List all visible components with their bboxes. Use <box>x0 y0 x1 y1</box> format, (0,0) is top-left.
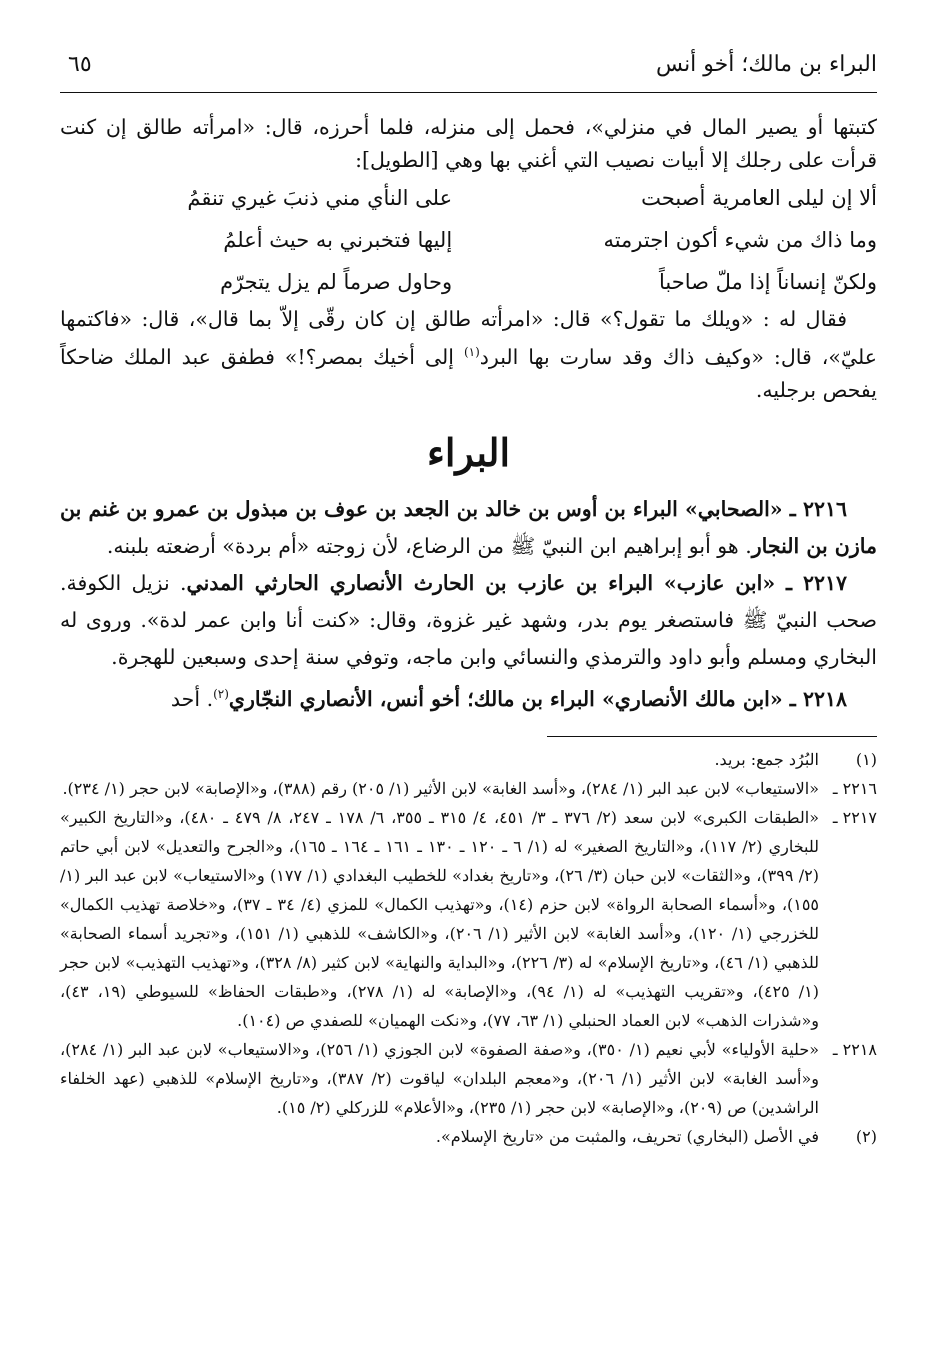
footnote <box>60 1035 877 1122</box>
footnote <box>60 745 877 774</box>
entry-heading: ٢٢١٦ ـ «الصحابي» البراء بن أوس بن خالد بن الجعد بن عوف بن مبذول بن عمرو بن غنم بن مازن بن النجار <box>60 496 877 558</box>
footnote-ref-1: (١) <box>463 345 480 359</box>
verse-line <box>60 177 877 219</box>
intro-paragraph: كتبتها أو يصير المال في منزلي»، فحمل إلى منزله، فلما أحرزه، قال: «امرأته طالق إن كنت قرأت على رجلك إلا أبيات نصيب التي أغني بها وهي [الطويل]: <box>60 115 877 172</box>
verse-first-hemistich: ولكنّ إنساناً إذا ملّ صاحباً <box>659 270 877 294</box>
footnote-text: «حلية الأولياء» لأبي نعيم (١/ ٣٥٠)، و«صفة الصفوة» لابن الجوزي (١/ ٢٥٦)، و«الاستيعاب» لابن عبد البر (١/ ٢٨٤)، و«أسد الغابة» لابن الأثير (١/ ٢٠٦)، و«معجم البلدان» لياقوت (٢/ ٣٨٧)، و«تاريخ الإسلام» للذهبي (عهد الخلفاء الراشدين) ص (٢٠٩)، و«الإصابة» لابن حجر (١/ ٢٣٥)، و«الأعلام» للزركلي (٢/ ١٥). <box>60 1039 820 1117</box>
footnote <box>60 1122 877 1151</box>
footnote-label: ٢٢١٨ ـ <box>832 1039 877 1059</box>
footnote-text: في الأصل (البخاري) تحريف، والمثبت من «تاريخ الإسلام». <box>435 1126 819 1146</box>
footnote-ref-2: (٢) <box>213 686 229 701</box>
entry-text: . أحد <box>170 686 214 711</box>
footnote <box>60 774 877 803</box>
section-title: البراء <box>427 429 510 475</box>
entry-2216 <box>60 491 877 565</box>
entry-text: . هو أبو إبراهيم ابن النبيّ ﷺ من الرضاع، لأن زوجته «أم بردة» أرضعته بلبنه. <box>106 533 752 558</box>
footnote-text: «الطبقات الكبرى» لابن سعد (٢/ ٣٧٦ ـ ٣/ ٤٥١، ٤/ ٣١٥ ـ ٣٥٥، ٦/ ١٧٨ ـ ٢٤٧، ٨/ ٤٧٩ ـ ٤٨٠)، و«التاريخ الكبير» للبخاري (٢/ ١١٧)، و«التاريخ الصغير» له (١/ ٦ ـ ١٢٠ ـ ١٣٠ ـ ١٦١ ـ ١٦٤ ـ ١٦٥)، و«الجرح والتعديل» لابن أبي حاتم (٢/ ٣٩٩)، و«الثقات» لابن حبان (٣/ ٢٦)، و«تاريخ بغداد» للخطيب البغدادي (١/ ١٧٧) و«الاستيعاب» لابن عبد البر (١/ ١٥٥)، و«أسماء الصحابة الرواة» لابن حزم (١٤)، و«تهذيب الكمال» للمزي (٤/ ٣٤ ـ ٣٧)، و«خلاصة تهذيب الكمال» للخزرجي (١/ ١٢٠)، و«أسد الغابة» لابن الأثير (١/ ٢٠٦)، و«الكاشف» للذهبي (١/ ١٥١)، و«تجريد أسماء الصحابة» للذهبي (١/ ٤٦)، و«تاريخ الإسلام» له (٣/ ٢٢٦)، و«البداية والنهاية» لابن كثير (٨/ ٣٢٨)، و«تهذيب التهذيب» لابن حجر (١/ ٤٢٥)، و«تقريب التهذيب» له (١/ ٩٤)، و«الإصابة» له (١/ ٢٧٨)، و«طبقات الحفاظ» للسيوطي (١٩، ٤٣)، و«شذرات الذهب» لابن العماد الحنبلي (١/ ٦٣، ٧٧)، و«نكت الهميان» للصفدي ص (١٠٤). <box>60 807 820 1030</box>
footnote-text: «الاستيعاب» لابن عبد البر (١/ ٢٨٤)، و«أسد الغابة» لابن الأثير (١/ ٢٠٥) رقم (٣٨٨)، و«الإصابة» لابن حجر (١/ ٢٣٤). <box>62 778 819 798</box>
closing-paragraph <box>60 303 877 407</box>
entry-2218 <box>60 676 877 718</box>
footnote-label: ٢٢١٧ ـ <box>832 807 877 827</box>
verse-line <box>60 261 877 303</box>
entry-heading: ٢٢١٧ ـ «ابن عازب» البراء بن عازب بن الحارث الأنصاري الحارثي المدني <box>186 570 847 595</box>
closing-text-b: إلى أخيك بمصر؟!» فطفق عبد الملك ضاحكاً يفحص برجليه. <box>60 344 877 402</box>
footnote-label: (١) <box>855 749 877 769</box>
verse-second-hemistich: على النأي مني ذنبَ غيري تنقمُ <box>187 186 453 210</box>
book-page <box>60 40 877 1151</box>
footnote-text: البُرُد جمع: بريد. <box>714 749 819 769</box>
entry-2217 <box>60 565 877 676</box>
verse-first-hemistich: وما ذاك من شيء أكون اجترمته <box>603 228 877 252</box>
footnotes <box>60 745 877 1151</box>
verse-second-hemistich: وحاول صرماً لم يزل يتجرّم <box>220 270 453 294</box>
page-number: ٦٥ <box>68 52 92 77</box>
entry-text: . نزيل الكوفة. صحب النبيّ ﷺ فاستصغر يوم بدر، وشهد غير غزوة، وقال: «كنت أنا وابن عمر لدة». وروى له البخاري ومسلم وأبو داود والترمذي والنسائي وابن ماجه، وتوفي سنة إحدى وسبعين للهجرة. <box>60 570 877 669</box>
poem <box>60 177 877 303</box>
verse-line <box>60 219 877 261</box>
verse-second-hemistich: إليها فتخبرني به حيث أعلمُ <box>223 228 453 252</box>
page-header <box>60 40 877 93</box>
verse-first-hemistich: ألا إن ليلى العامرية أصبحت <box>641 186 877 210</box>
footnote-label: (٢) <box>855 1126 877 1146</box>
entry-heading: ٢٢١٨ ـ «ابن مالك الأنصاري» البراء بن مالك؛ أخو أنس، الأنصاري النجّاري <box>228 686 847 711</box>
footnote-divider <box>547 736 877 737</box>
footnote-label: ٢٢١٦ ـ <box>832 778 877 798</box>
closing-text-a: فقال له : «ويلك ما تقول؟» قال: «امرأته طالق إن كان رقّى إلاّ بما قال»، قال: «فاكتمها عليّ»، قال: «وكيف ذاك وقد سارت بها البرد <box>60 307 878 369</box>
footnote <box>60 803 877 1035</box>
running-title: البراء بن مالك؛ أخو أنس <box>656 52 877 77</box>
